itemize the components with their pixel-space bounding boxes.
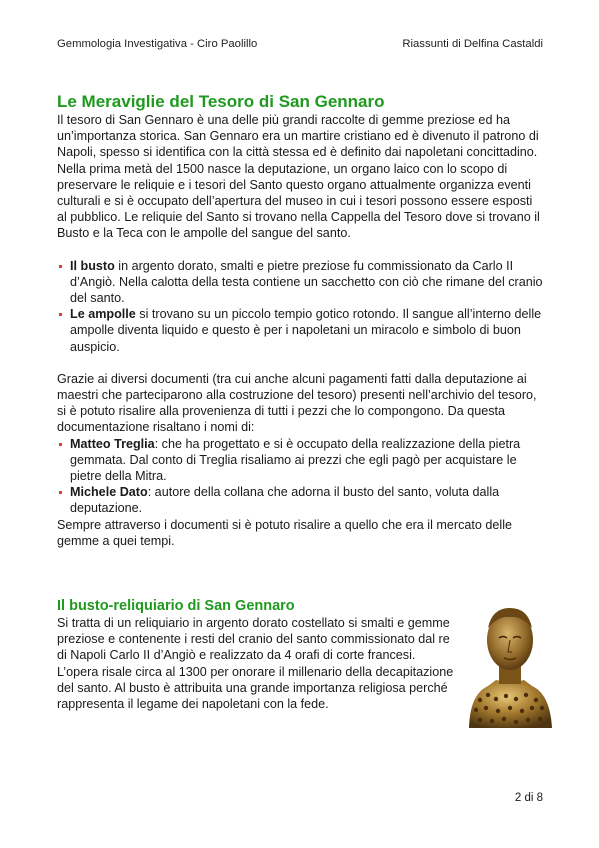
section-busto — [57, 598, 457, 712]
list-item — [57, 306, 545, 355]
list-item — [57, 484, 545, 516]
relic-list — [57, 258, 545, 355]
busto-paragraph: Si tratta di un reliquiario in argento dorato costellato si smalti e gemme preziose e contenente i resti del cranio del santo commissionato dal re di Napoli Carlo II d’Angiò e realizzato da 4 orafi di corte francesi. L’opera risale circa al 1300 per onorare il millenario della decapitazione del santo. Al busto è attribuita una grande importanza religiosa perché rappresenta il legame dei napoletani con la fede. — [57, 616, 454, 712]
bullet-text: : autore della collana che adorna il busto del santo, voluta dalla deputazione. — [70, 485, 500, 516]
closing-paragraph: Sempre attraverso i documenti si è potuto risalire a quello che era il mercato delle gemme a quei tempi. — [57, 517, 512, 548]
names-list — [57, 436, 545, 517]
bullet-term: Il busto — [70, 258, 115, 273]
bullet-text: in argento dorato, smalti e pietre preziose fu commissionato da Carlo II d’Angiò. Nella calotta della testa contiene un sacchetto con ciò che rimane del cranio del santo. — [70, 258, 543, 306]
bullet-text: si trovano su un piccolo tempio gotico rotondo. Il sangue all’interno delle ampolle diventa liquido e questo è per i napoletani un miracolo e simbolo di buon auspicio. — [70, 307, 542, 354]
page-number: 2 di 8 — [514, 792, 543, 804]
bust-reliquary-image — [466, 600, 554, 728]
list-item — [57, 436, 545, 485]
bullet-text: : che ha progettato e si è occupato della realizzazione della pietra gemmata. Dal conto di Treglia risaliamo ai prezzi che egli pagò per acquistare le pietre della Mitra. — [70, 436, 521, 484]
bullet-term: Michele Dato — [70, 485, 148, 500]
list-item — [57, 258, 545, 307]
header-right: Riassunti di Delfina Castaldi — [402, 38, 543, 50]
intro-paragraph: Il tesoro di San Gennaro è una delle più grandi raccolte di gemme preziose ed ha un’importanza storica. San Gennaro era un martire cristiano ed è divenuto il patrono di Napoli, spesso si identifica con la città stessa ed è definito dai napoletani concittadino. Nella prima metà del 1500 nasce la deputazione, un organo laico con lo scopo di preservare le reliquie e i tesori del Santo questo organo attualmente organizza eventi culturali e si è occupato dell’apertura del museo in cui i tesori possono essere esposti al pubblico. Le reliquie del Santo si trovano nella Cappella del Tesoro dove si trovano il Busto e la Teca con le ampolle del sangue del santo. — [57, 113, 540, 241]
section-title: Il busto-reliquiario di San Gennaro — [57, 598, 295, 614]
bullet-term: Matteo Treglia — [70, 436, 155, 451]
header-left: Gemmologia Investigativa - Ciro Paolillo — [57, 38, 258, 50]
documents-paragraph: Grazie ai diversi documenti (tra cui anche alcuni pagamenti fatti dalla deputazione ai maestri che parteciparono alla costruzione del tesoro) presenti nell’archivio del tesoro, si è potuto risalire alla provenienza di tutti i pezzi che lo compongono. Da questa documentazione risaltano i nomi di: — [57, 371, 537, 435]
bullet-term: Le ampolle — [70, 307, 136, 322]
section-tesoro — [57, 92, 545, 549]
section-title: Le Meraviglie del Tesoro di San Gennaro — [57, 92, 385, 111]
